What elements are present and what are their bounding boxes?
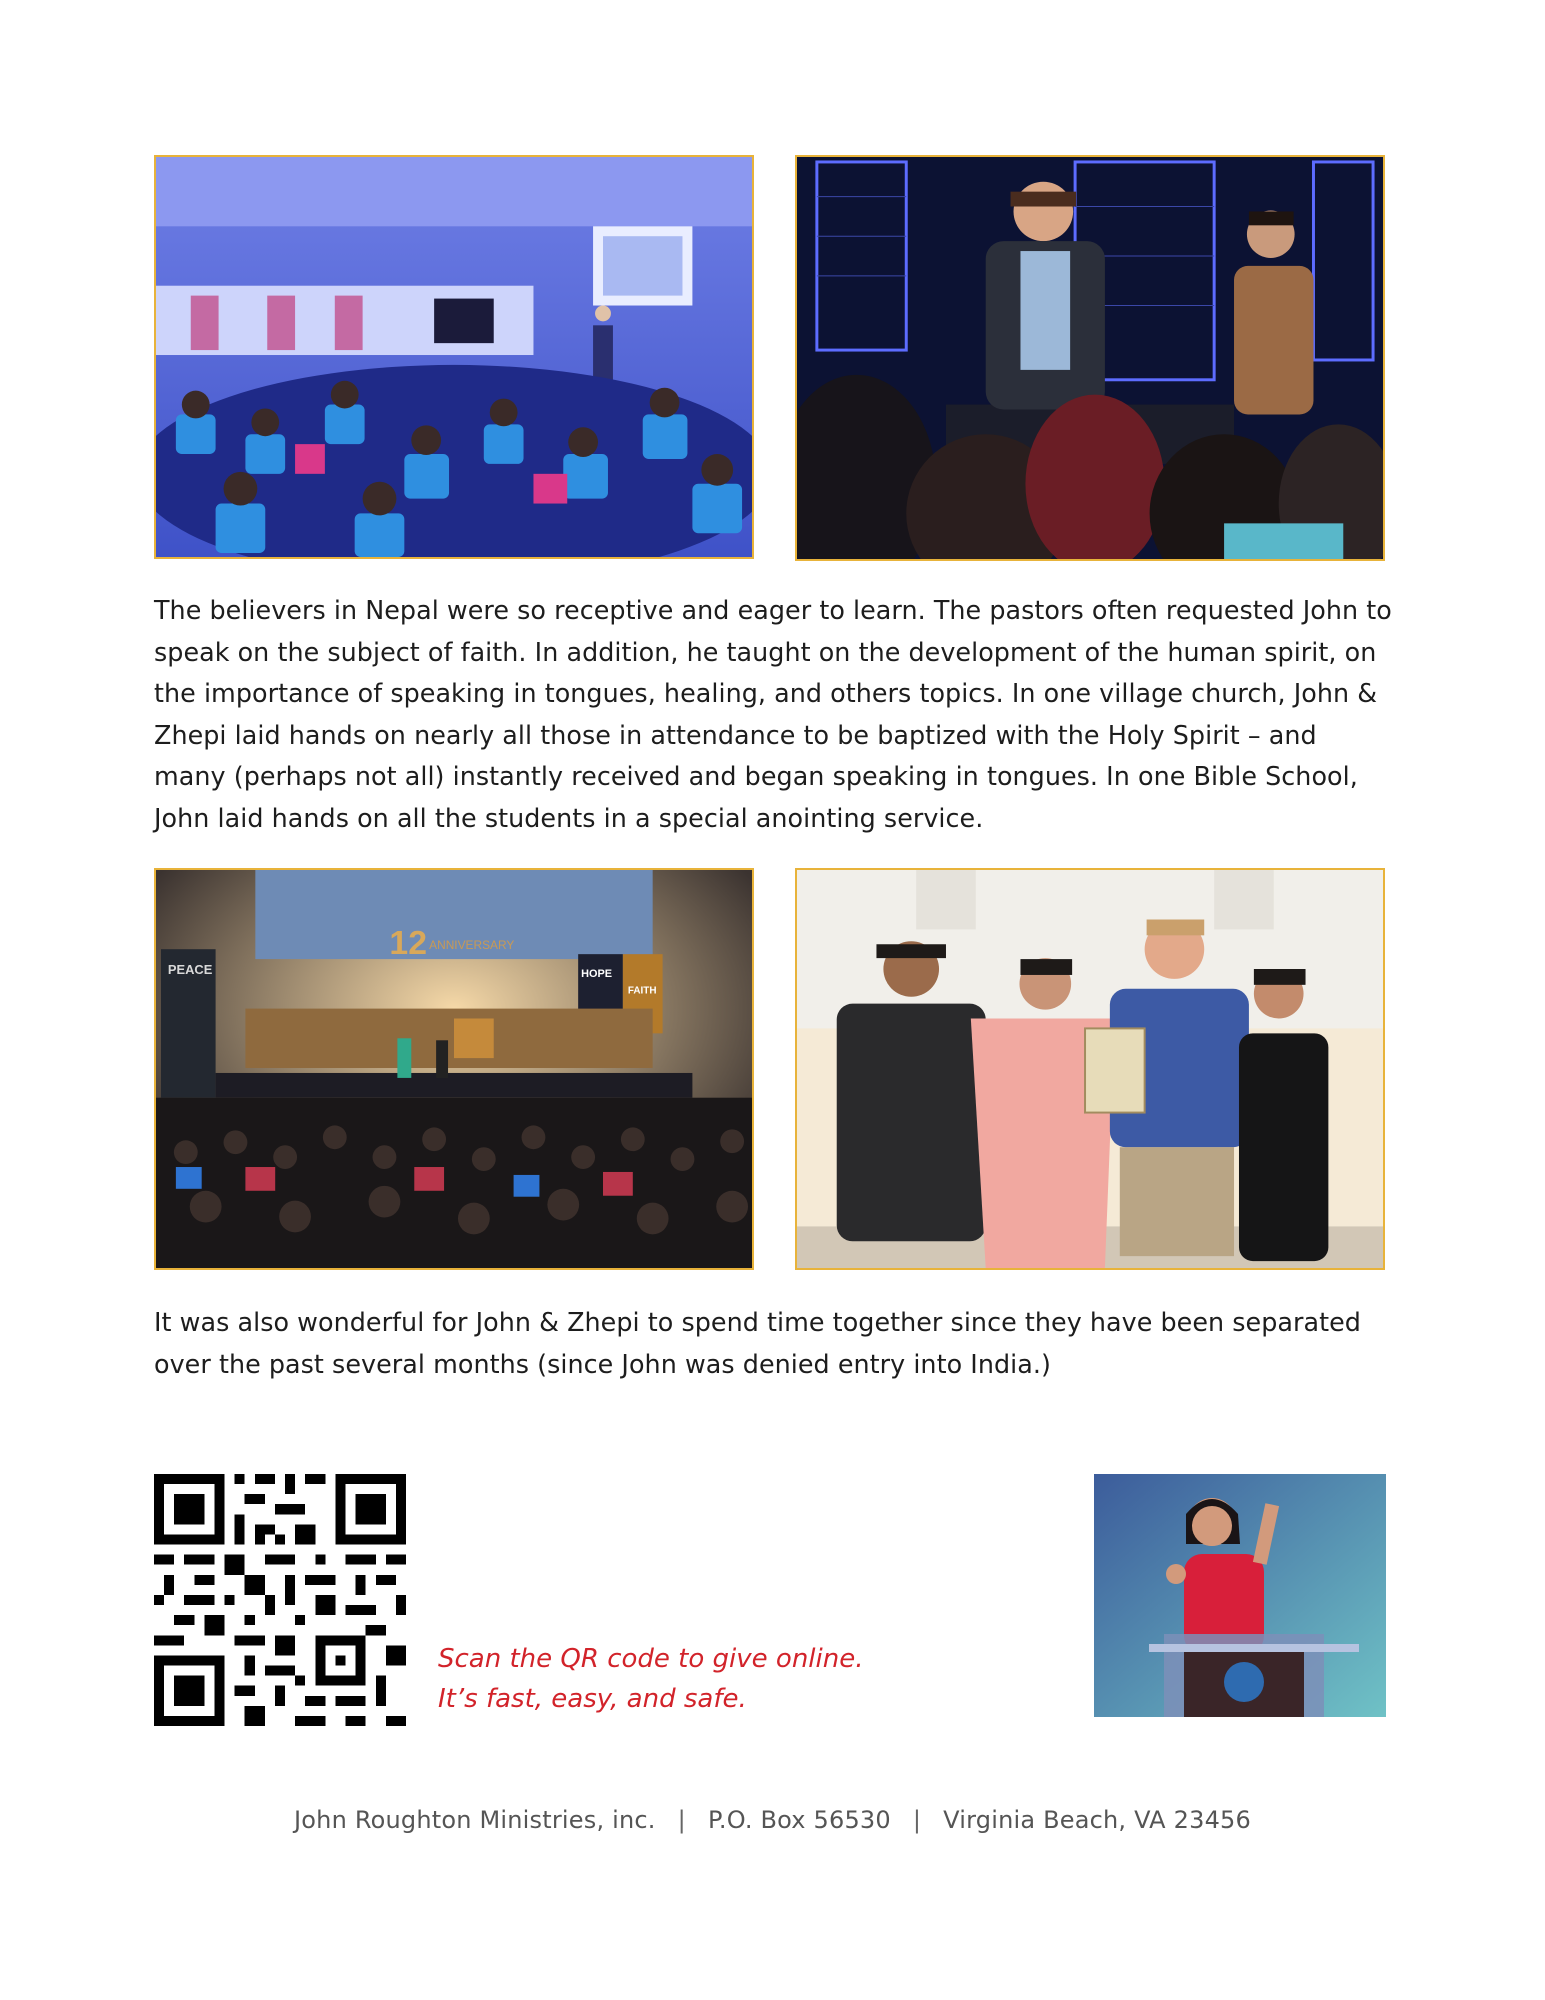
qr-code[interactable]: [154, 1474, 406, 1726]
footer-po-box: P.O. Box 56530: [707, 1806, 891, 1834]
banner-hope-text: HOPE: [581, 967, 613, 980]
give-online-subtext: It’s fast, easy, and safe.: [438, 1684, 747, 1714]
anniversary-service-image: [156, 870, 752, 1268]
footer-city: Virginia Beach, VA 23456: [943, 1806, 1251, 1834]
photo-congregation-hall: [154, 155, 754, 559]
congregation-hall-image: [156, 157, 752, 557]
photo-speaker-interpreter: [795, 155, 1385, 561]
anniversary-number-text: 12: [389, 924, 427, 963]
body-paragraph-ministry: The believers in Nepal were so receptive and eager to learn. The pastors often requested John to speak on the subject of faith. In addition, he taught on the development of the human spirit, on the importance of speaking in tongues, healing, and others topics. In one village church, John & Zhepi laid hands on nearly all those in attendance to be baptized with the Holy Spirit – and many (perhaps not all) instantly received and began speaking in tongues. In one Bible School, John laid hands on all the students in a special anointing service.: [154, 595, 1392, 833]
footer-separator: |: [677, 1806, 686, 1834]
footer-address: [0, 1806, 1545, 1834]
footer-separator: |: [912, 1806, 922, 1834]
photo-anniversary-service: [154, 868, 754, 1270]
body-paragraph-together: It was also wonderful for John & Zhepi to spend time together since they have been separated over the past several months (since John was denied entry into India.): [154, 1307, 1361, 1379]
gift-presentation-image: [797, 870, 1383, 1268]
banner-peace-text: PEACE: [167, 961, 213, 977]
anniversary-word-text: ANNIVERSARY: [429, 938, 515, 953]
footer-org-name: John Roughton Ministries, inc.: [294, 1806, 656, 1834]
speaker-interpreter-image: [797, 157, 1383, 559]
woman-preaching-image: [1094, 1474, 1386, 1717]
photo-gift-presentation: [795, 868, 1385, 1270]
photo-woman-preaching: [1094, 1474, 1386, 1717]
give-online-text: Scan the QR code to give online.: [438, 1644, 864, 1674]
banner-faith-text: FAITH: [627, 985, 657, 997]
qr-code-graphic[interactable]: [154, 1474, 406, 1726]
